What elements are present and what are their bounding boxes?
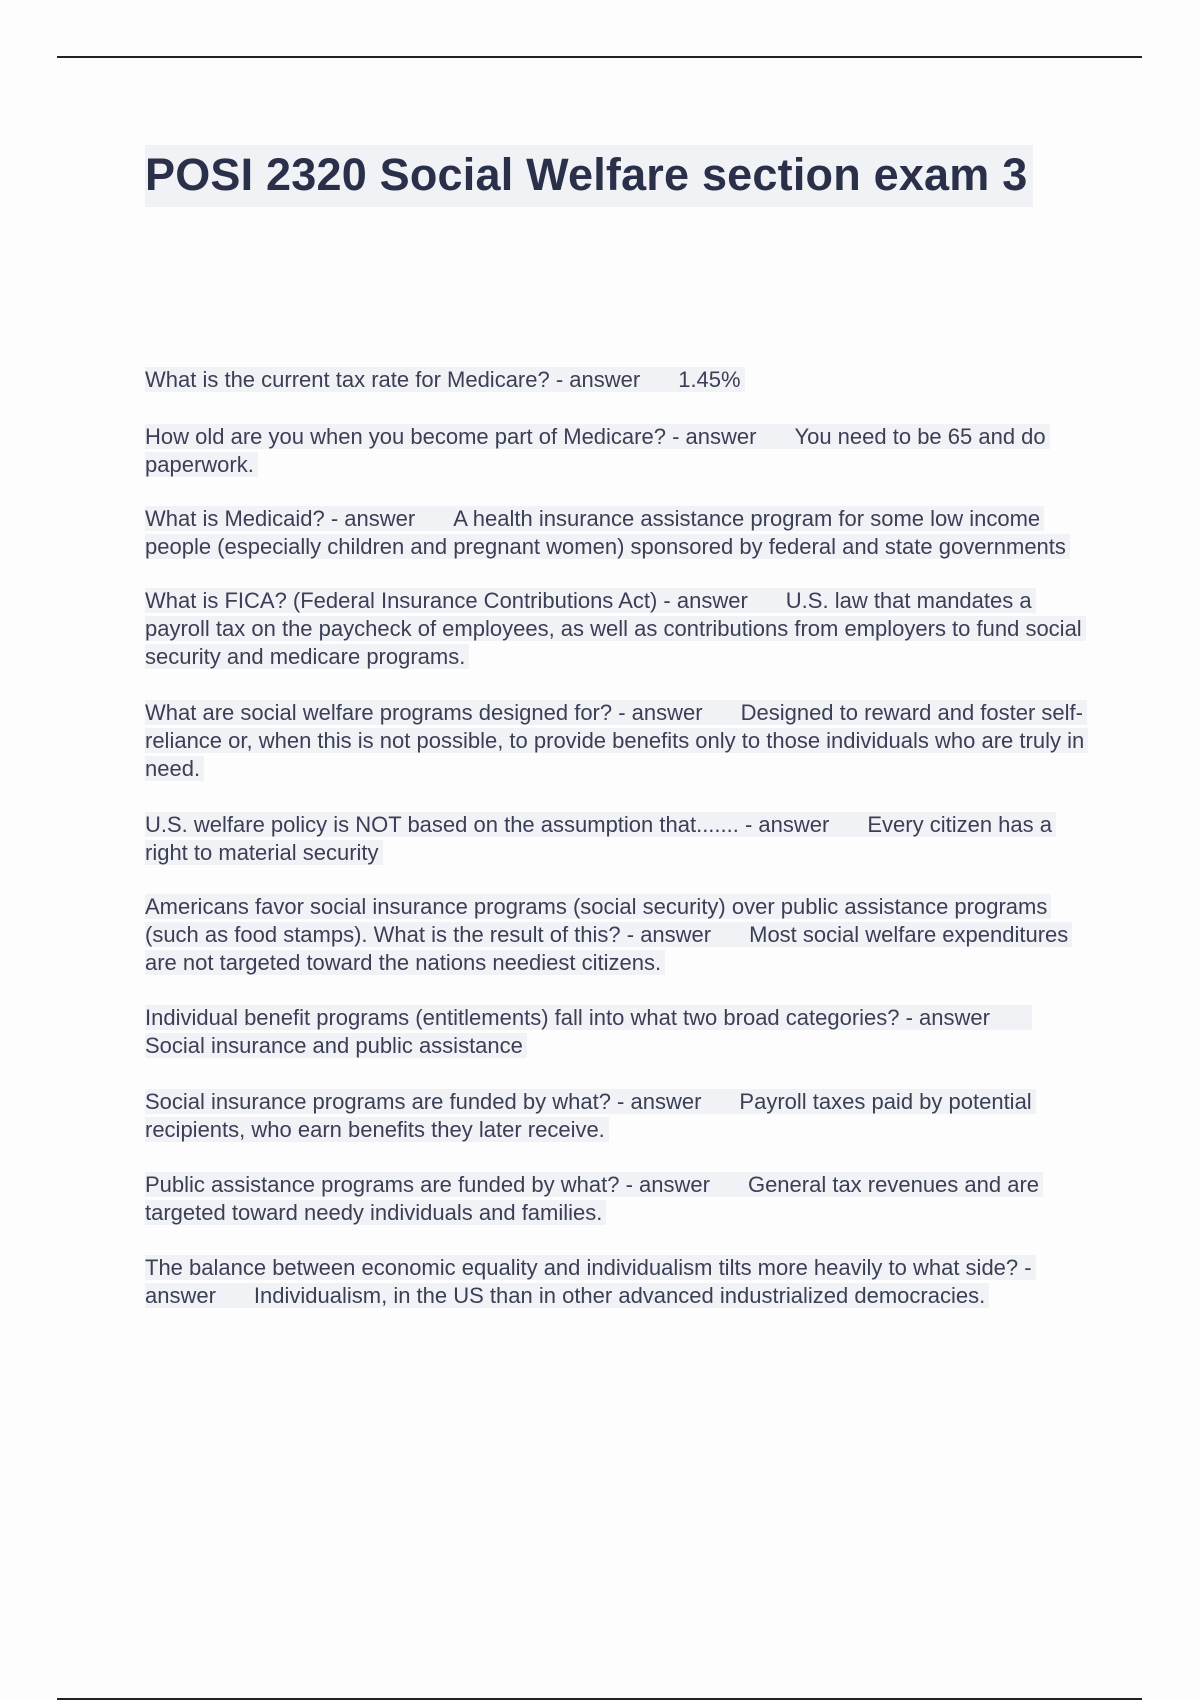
document-title: POSI 2320 Social Welfare section exam 3 bbox=[145, 145, 1033, 207]
answer-text: U.S. law that mandates a payroll tax on the paycheck of employees, as well as contributions from employers to fund social security and medicare programs. bbox=[145, 588, 1082, 669]
answer-text: Payroll taxes paid by potential recipients, who earn benefits they later receive. bbox=[145, 1089, 1032, 1142]
qa-item bbox=[145, 1254, 1085, 1310]
question-text: Public assistance programs are funded by what? - answer bbox=[145, 1172, 710, 1197]
qa-item bbox=[145, 1171, 1085, 1227]
answer-text: 1.45% bbox=[678, 367, 741, 392]
qa-item bbox=[145, 811, 1085, 867]
question-text: Social insurance programs are funded by what? - answer bbox=[145, 1089, 702, 1114]
answer-text: General tax revenues and are targeted toward needy individuals and families. bbox=[145, 1172, 1040, 1225]
qa-item bbox=[145, 423, 1085, 479]
question-text: What are social welfare programs designed for? - answer bbox=[145, 700, 703, 725]
qa-item bbox=[145, 587, 1085, 671]
answer-text: You need to be 65 and do paperwork. bbox=[145, 424, 1046, 477]
answer-text: Most social welfare expenditures are not targeted toward the nations neediest citizens. bbox=[145, 922, 1069, 975]
top-rule bbox=[57, 56, 1142, 58]
qa-item bbox=[145, 1088, 1085, 1144]
answer-text: A health insurance assistance program for some low income people (especially children and pregnant women) sponsored by federal and state governments bbox=[145, 506, 1066, 559]
qa-list bbox=[145, 366, 1085, 1310]
question-text: U.S. welfare policy is NOT based on the assumption that....... - answer bbox=[145, 812, 830, 837]
qa-item bbox=[145, 699, 1085, 783]
qa-item bbox=[145, 505, 1085, 561]
qa-item bbox=[145, 366, 1085, 394]
question-text: Americans favor social insurance programs (social security) over public assistance programs (such as food stamps). What is the result of this? - answer bbox=[145, 894, 1048, 947]
question-text: What is Medicaid? - answer bbox=[145, 506, 416, 531]
answer-text: Designed to reward and foster self-reliance or, when this is not possible, to provide benefits only to those individuals who are truly in need. bbox=[145, 700, 1085, 781]
qa-item bbox=[145, 893, 1085, 977]
question-text: Individual benefit programs (entitlements) fall into what two broad categories? - answer bbox=[145, 1005, 990, 1030]
question-text: How old are you when you become part of Medicare? - answer bbox=[145, 424, 757, 449]
question-text: What is FICA? (Federal Insurance Contributions Act) - answer bbox=[145, 588, 748, 613]
answer-text: Every citizen has a right to material security bbox=[145, 812, 1052, 865]
answer-text: Individualism, in the US than in other advanced industrialized democracies. bbox=[253, 1283, 986, 1308]
qa-item bbox=[145, 1004, 1085, 1060]
answer-text: Social insurance and public assistance bbox=[145, 1033, 523, 1058]
question-text: What is the current tax rate for Medicare? - answer bbox=[145, 367, 641, 392]
question-text: The balance between economic equality and individualism tilts more heavily to what side? - answer bbox=[145, 1255, 1032, 1308]
